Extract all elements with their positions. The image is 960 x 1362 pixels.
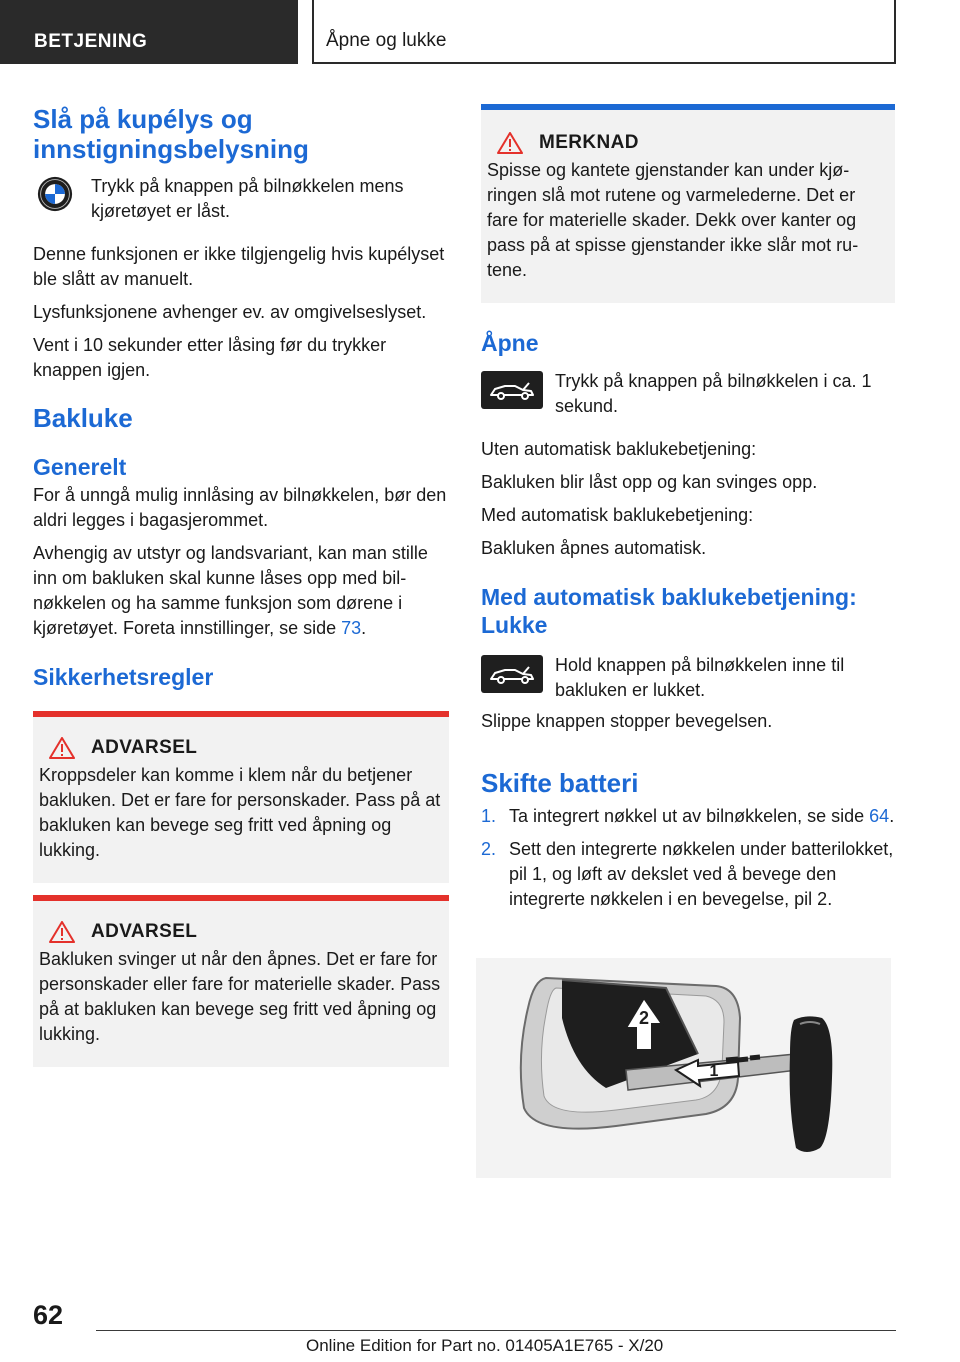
car-tailgate-icon (481, 655, 543, 693)
arrow-label: 1 (709, 1063, 719, 1080)
safety-heading: Sikkerhetsregler (33, 664, 214, 690)
page-link[interactable]: 73 (341, 618, 362, 638)
step-text (509, 804, 895, 829)
close-instruction (481, 653, 895, 703)
bmw-logo-icon (37, 176, 73, 212)
warning-header (49, 737, 443, 759)
list-item (481, 837, 895, 912)
battery-heading: Skifte batteri (481, 768, 639, 798)
close-instruction-text: Hold knappen på bilnøkkelen inne til bakluken er lukket. (555, 655, 845, 700)
chapter-title: Åpne og lukke (312, 0, 896, 64)
interior-light-instruction-text: Trykk på knappen på bilnøkkelen mens kjøretøyet er låst. (91, 176, 404, 221)
warning-triangle-icon (49, 921, 75, 943)
notice-box (481, 104, 895, 303)
tailgate-heading: Bakluke (33, 403, 133, 433)
paragraph: Denne funksjonen er ikke tilgjengelig hvis kupélyset ble slått av manuelt. (33, 244, 445, 289)
open-instruction (481, 369, 895, 419)
page-link[interactable]: 64 (869, 806, 890, 826)
step-text: Sett den integrerte nøkkelen under batterilokket, pil 1, og løft av dekslet ved å bevege den integrerte nøkkelen i en bevegelse, pil 2. (509, 839, 894, 909)
paragraph-text: Avhengig av utstyr og landsvariant, kan man stille inn om bakluken skal kunne låses opp med bilnøkkelen og ha samme funksjon som dørene i kjøretøyet. Foreta innstillinger, se side (33, 543, 428, 638)
paragraph: Uten automatisk baklukebetjening: (481, 439, 757, 459)
general-heading: Generelt (33, 454, 127, 480)
warning-text: Bakluken svinger ut når den åpnes. Det er fare for personskader eller fare for materielle skader. Pass på at bakluken kan bevege seg fritt ved åpning og lukking. (39, 949, 441, 1044)
step-text-part: Ta integrert nøkkel ut av bilnøkkelen, se side (509, 806, 870, 826)
key-illustration (476, 958, 891, 1178)
paragraph: Lysfunksjonene avhenger ev. av omgivelseslyset. (33, 302, 427, 322)
key-battery-figure (476, 958, 891, 1178)
car-tailgate-icon (481, 371, 543, 409)
notice-text: Spisse og kantete gjenstander kan under kjøringen slå mot rutene og varmelederne. Det er fare for materielle skader. Dekk over kanter og pass på at spisse gjenstander ikke slår mot rutene. (487, 160, 859, 280)
footer-divider (96, 1330, 896, 1331)
arrow-label: 2 (638, 1008, 650, 1028)
paragraph-text: . (361, 618, 367, 638)
paragraph: Vent i 10 sekunder etter låsing før du trykker knappen igjen. (33, 335, 387, 380)
warning-label: ADVARSEL (91, 737, 198, 758)
warning-box (33, 895, 449, 1067)
left-column (33, 104, 449, 1067)
step-number: 2. (481, 839, 497, 859)
warning-box (33, 711, 449, 883)
warning-triangle-icon (497, 132, 523, 154)
paragraph: Bakluken åpnes automatisk. (481, 538, 707, 558)
interior-light-heading: Slå på kupélys og innstigningsbelysning (33, 104, 309, 164)
warning-text: Kroppsdeler kan komme i klem når du betjener bakluken. Det er fare for personskader. Pass på at bakluken kan bevege seg fritt ved åpning og lukking. (39, 765, 441, 860)
warning-label: ADVARSEL (91, 921, 198, 942)
footer-edition: Online Edition for Part no. 01405A1E765 - X/20 (306, 1336, 664, 1355)
warning-header (49, 921, 443, 943)
paragraph: Med automatisk baklukebetjening: (481, 505, 754, 525)
notice-header (497, 132, 889, 154)
page-number: 62 (33, 1300, 64, 1330)
section-tab: BETJENING (0, 0, 298, 64)
step-number: 1. (481, 806, 497, 826)
battery-steps (481, 804, 895, 912)
step-text-part: . (889, 806, 895, 826)
right-column (481, 104, 895, 912)
interior-light-instruction (33, 174, 449, 224)
paragraph: Slippe knappen stopper bevegelsen. (481, 711, 773, 731)
paragraph: For å unngå mulig innlåsing av bilnøkkelen, bør den aldri legges i bagasjerommet. (33, 485, 447, 530)
paragraph: Bakluken blir låst opp og kan svinges opp. (481, 472, 818, 492)
open-instruction-text: Trykk på knappen på bilnøkkelen i ca. 1 sekund. (555, 371, 872, 416)
paragraph (33, 541, 449, 641)
warning-triangle-icon (49, 737, 75, 759)
close-heading: Med automatisk baklukebetjening: Lukke (481, 584, 857, 638)
list-item (481, 804, 895, 829)
notice-label: MERKNAD (539, 132, 639, 153)
open-heading: Åpne (481, 330, 539, 356)
